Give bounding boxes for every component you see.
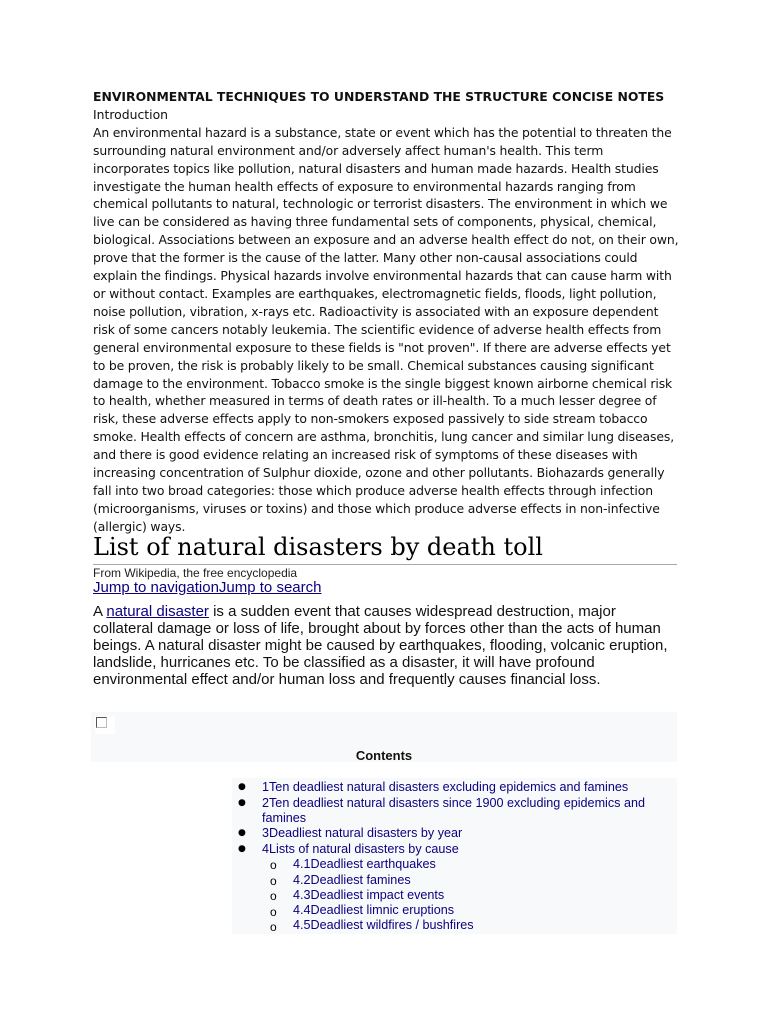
toc-toggle-checkbox[interactable] — [95, 716, 115, 734]
toc-item-label: Deadliest impact events — [310, 888, 445, 902]
toc-item-label: Ten deadliest natural disasters since 1900 excluding epidemics and — [269, 796, 645, 810]
jump-to-navigation-link[interactable]: Jump to navigation — [93, 579, 219, 596]
toc-item-number: 4 — [262, 842, 270, 856]
toc-subitem-4-2[interactable] — [293, 873, 411, 888]
bullet-icon: ● — [238, 844, 246, 854]
bullet-icon: ● — [238, 782, 246, 792]
toc-item-number: 1 — [262, 780, 270, 794]
toc-item-label: Ten deadliest natural disasters excluding epidemics and famines — [269, 780, 629, 794]
toc-subitem-4-5[interactable] — [293, 918, 474, 933]
toc-item-number: 2 — [262, 796, 270, 810]
toc-item-label-cont: famines — [262, 810, 307, 825]
natural-disaster-link[interactable]: natural disaster — [106, 603, 209, 620]
bullet-icon: ● — [238, 798, 246, 808]
notes-section — [93, 88, 683, 536]
notes-heading: ENVIRONMENTAL TECHNIQUES TO UNDERSTAND THE STRUCTURE CONCISE NOTES — [93, 89, 665, 104]
toc-item-label: Deadliest wildfires / bushfires — [310, 918, 474, 932]
wiki-from-line: From Wikipedia, the free encyclopedia — [93, 566, 298, 580]
toc-item-number: 4.3 — [293, 888, 311, 902]
toc-item-label: Deadliest natural disasters by year — [269, 826, 463, 840]
sub-bullet-icon: o — [270, 905, 277, 919]
toc-item-number: 4.5 — [293, 918, 311, 932]
sub-bullet-icon: o — [270, 920, 277, 934]
lead-prefix: A — [93, 603, 107, 620]
toc-subitem-4-4[interactable] — [293, 903, 454, 918]
toc-item-label: Deadliest earthquakes — [310, 857, 436, 871]
toc-subitem-4-3[interactable] — [293, 888, 444, 903]
toc-subitem-4-1[interactable] — [293, 857, 436, 872]
lead-rest: is a sudden event that causes widespread destruction, major collateral damage or loss of life, brought about by forces other than the acts of human beings. A natural disaster might be caused by earthquakes, flooding, volcanic eruption, landslide, hurricanes etc. To be classified as a disaster, it will have profound environmental effect and/or human loss and frequently causes financial loss. — [93, 603, 668, 688]
notes-body-paragraph: An environmental hazard is a substance, state or event which has the potential to threaten the surrounding natural environment and/or adversely affect human's health. This term incorporates topics like pollution, natural disasters and human made hazards. Health studies investigate the human health effects of exposure to environmental hazards ranging from chemical pollutants to natural, technologic or terrorist disasters. The environment in which we live can be considered as having three fundamental sets of components, physical, chemical, biological. Associations between an exposure and an adverse health effect do not, on their own, prove that the former is the cause of the latter. Many other non-causal associations could explain the findings. Physical hazards involve environmental hazards that can cause harm with or without contact. Examples are earthquakes, electromagnetic fields, floods, light pollution, noise pollution, vibration, x-rays etc. Radioactivity is associated with an exposure dependent risk of some cancers notably leukemia. The scientific evidence of adverse health effects from general environmental exposure to these fields is "not proven". If there are adverse effects yet to be proven, the risk is probably likely to be small. Chemical substances causing significant damage to the environment. Tobacco smoke is the single biggest known airborne chemical risk to health, whether measured in terms of death rates or ill-health. To a much lesser degree of risk, these adverse effects apply to non-smokers exposed passively to side stream tobacco smoke. Health effects of concern are asthma, bronchitis, lung cancer and similar lung diseases, and there is good evidence relating an increased risk of symptoms of these diseases with increasing concentration of Sulphur dioxide, ozone and other pollutants. Biohazards generally fall into two broad categories: those which produce adverse health effects through infection (microorganisms, viruses or toxins) and those which produce adverse effects in non-infective (allergic) ways. — [93, 124, 679, 534]
checkbox-icon — [96, 717, 107, 728]
toc-item-number: 4.2 — [293, 873, 311, 887]
toc-title: Contents — [355, 748, 413, 763]
lead-paragraph — [93, 603, 679, 688]
toc-item-1[interactable] — [262, 780, 628, 795]
notes-intro-label: Introduction — [93, 106, 169, 122]
sub-bullet-icon: o — [270, 889, 277, 903]
toc-item-label: Deadliest limnic eruptions — [310, 903, 455, 917]
jump-to-search-link[interactable]: Jump to search — [218, 579, 322, 596]
jump-links — [93, 579, 321, 596]
wiki-article-title: List of natural disasters by death toll — [93, 531, 677, 565]
toc-item-4[interactable] — [262, 842, 459, 857]
toc-item-3[interactable] — [262, 826, 462, 841]
toc-item-number: 4.4 — [293, 903, 311, 917]
sub-bullet-icon: o — [270, 858, 277, 872]
sub-bullet-icon: o — [270, 874, 277, 888]
toc-item-number: 4.1 — [293, 857, 311, 871]
bullet-icon: ● — [238, 828, 246, 838]
toc-item-number: 3 — [262, 826, 270, 840]
toc-item-label: Lists of natural disasters by cause — [269, 842, 459, 856]
toc-item-2[interactable] — [262, 796, 672, 825]
toc-item-label: Deadliest famines — [310, 873, 411, 887]
